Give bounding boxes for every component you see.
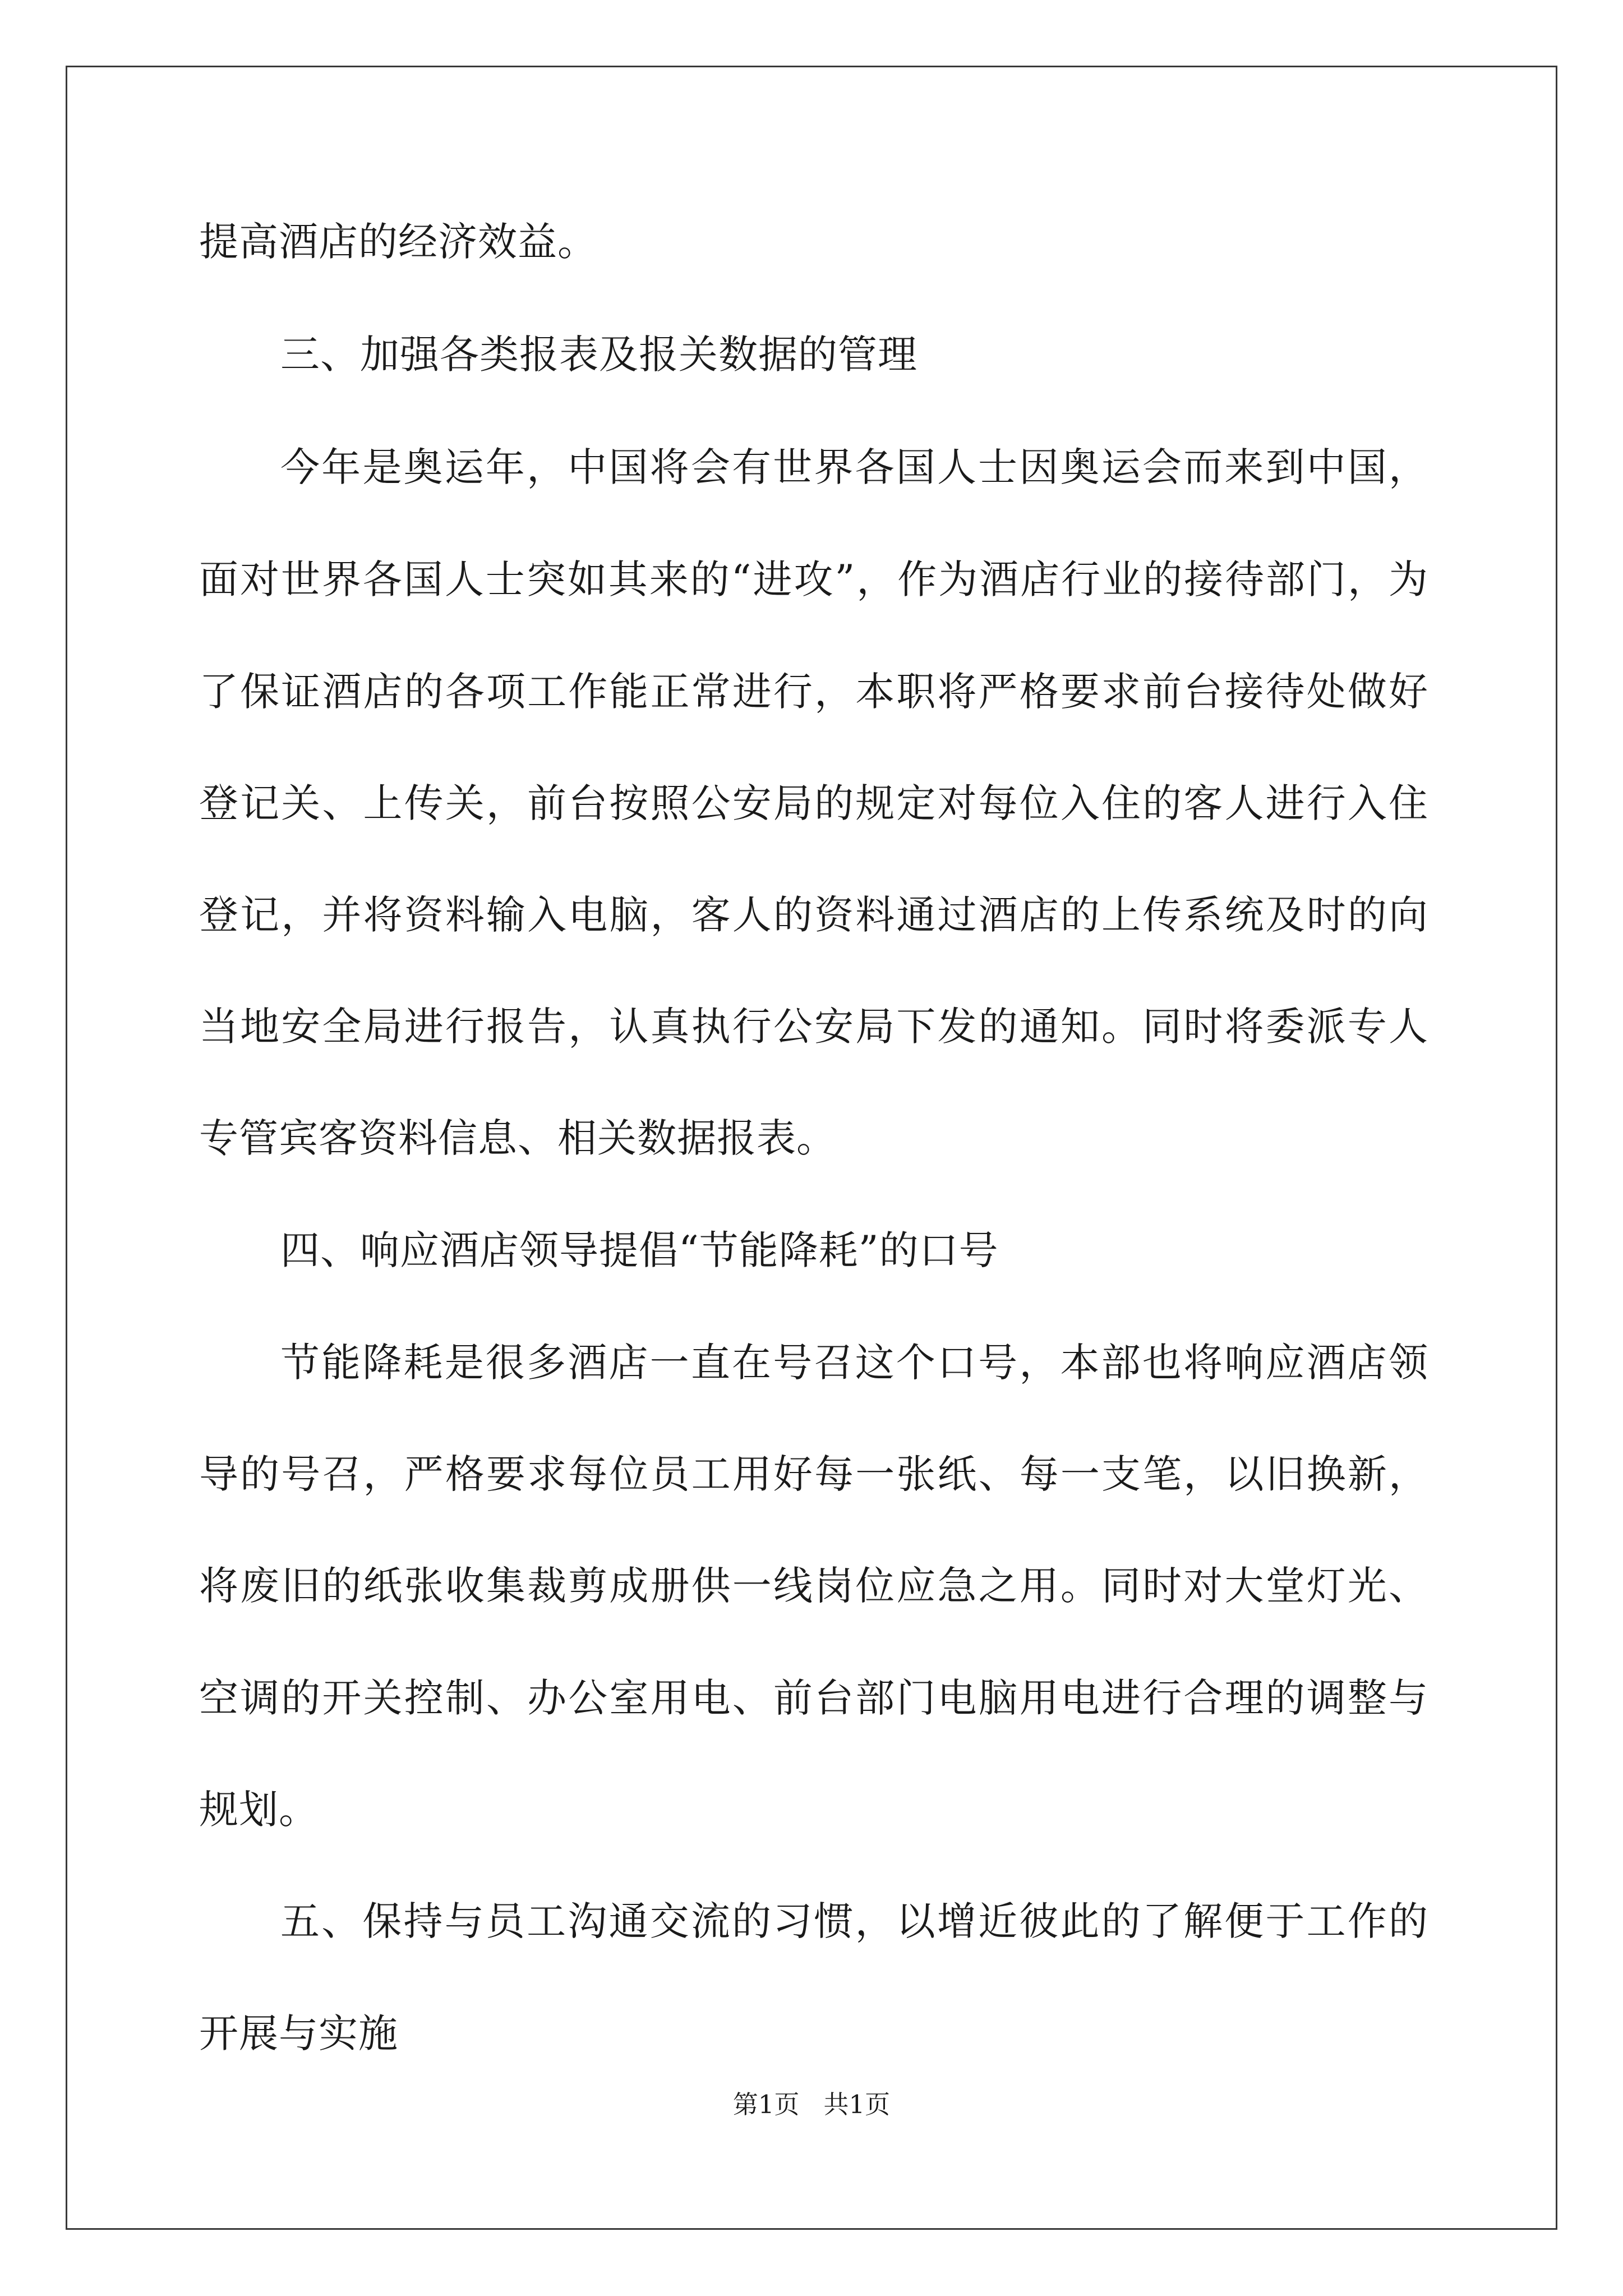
paragraph-line: 空调的开关控制、办公室用电、前台部门电脑用电进行合理的调整与 [199, 1675, 1428, 1721]
paragraph-line: 规划。 [199, 1787, 319, 1833]
section-heading: 三、加强各类报表及报关数据的管理 [280, 332, 917, 378]
paragraph-line: 了保证酒店的各项工作能正常进行，本职将严格要求前台接待处做好 [199, 669, 1428, 715]
paragraph-line: 登记关、上传关，前台按照公安局的规定对每位入住的客人进行入住 [199, 780, 1428, 826]
section-heading: 四、响应酒店领导提倡“节能降耗”的口号 [280, 1227, 999, 1273]
paragraph-line: 将废旧的纸张收集裁剪成册供一线岗位应急之用。同时对大堂灯光、 [199, 1563, 1428, 1609]
paragraph-line: 登记，并将资料输入电脑，客人的资料通过酒店的上传系统及时的向 [199, 892, 1428, 938]
paragraph-line: 当地安全局进行报告，认真执行公安局下发的通知。同时将委派专人 [199, 1004, 1428, 1050]
page-footer: 第1页 共1页 [732, 2090, 891, 2119]
paragraph-line: 节能降耗是很多酒店一直在号召这个口号，本部也将响应酒店领 [280, 1340, 1428, 1386]
paragraph-line: 提高酒店的经济效益。 [199, 219, 597, 265]
paragraph-line: 专管宾客资料信息、相关数据报表。 [199, 1115, 836, 1161]
paragraph-line: 导的号召，严格要求每位员工用好每一张纸、每一支笔，以旧换新， [199, 1451, 1428, 1497]
paragraph-line: 面对世界各国人士突如其来的“进攻”，作为酒店行业的接待部门，为 [199, 556, 1428, 602]
section-heading: 开展与实施 [199, 2010, 398, 2056]
section-heading: 五、保持与员工沟通交流的习惯，以增近彼此的了解便于工作的 [280, 1898, 1428, 1944]
paragraph-line: 今年是奥运年，中国将会有世界各国人士因奥运会而来到中国， [280, 444, 1428, 490]
